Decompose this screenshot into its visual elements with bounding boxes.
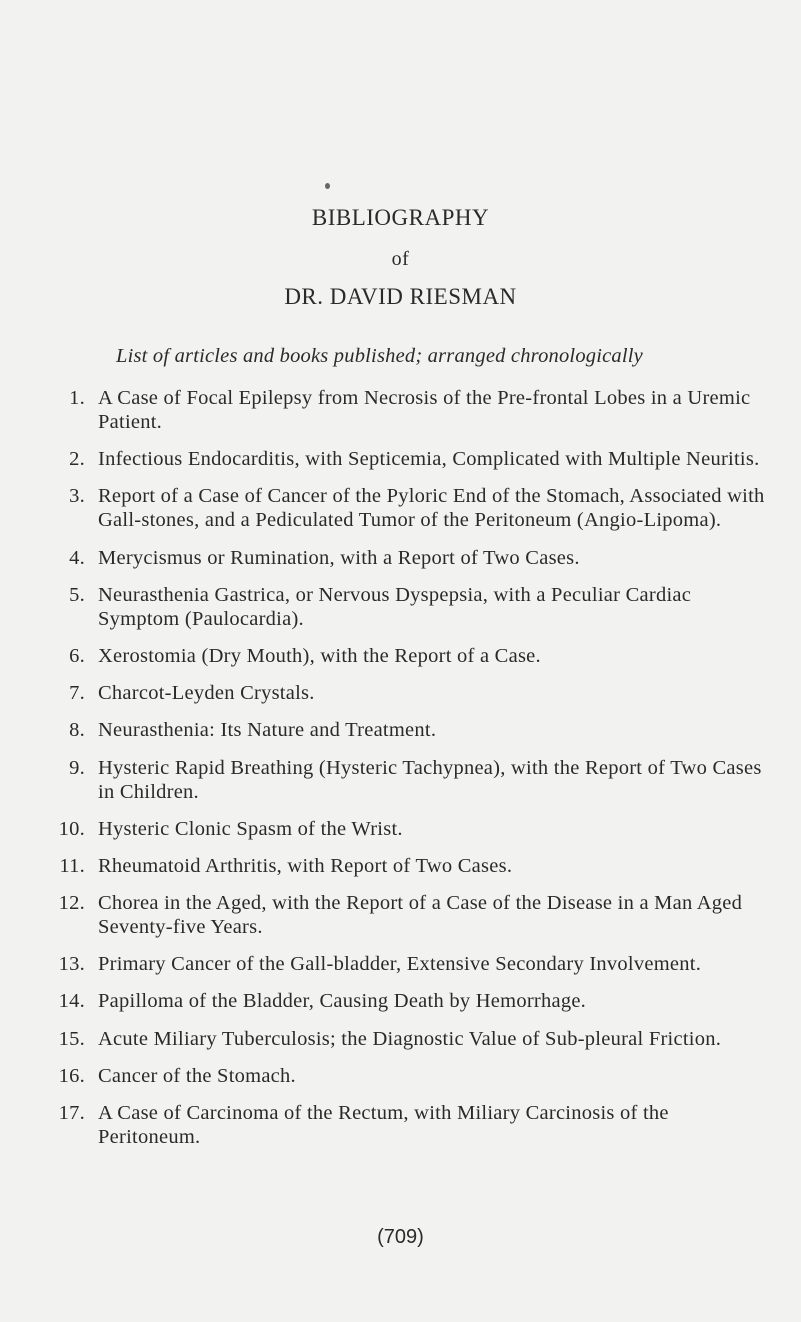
- list-item: [40, 1027, 775, 1051]
- list-item: [40, 386, 775, 434]
- item-text: Report of a Case of Cancer of the Pyloric End of the Stomach, Associated with Gall-stones, and a Pediculated Tumor of the Peritoneum (Angio-Lipoma).: [98, 485, 765, 532]
- item-text: Chorea in the Aged, with the Report of a Case of the Disease in a Man Aged Seventy-five Years.: [98, 892, 743, 939]
- item-text: Neurasthenia: Its Nature and Treatment.: [98, 719, 437, 742]
- item-text: Cancer of the Stomach.: [98, 1064, 296, 1087]
- list-item: [40, 952, 775, 976]
- item-number: 4.: [69, 546, 85, 569]
- item-text: Xerostomia (Dry Mouth), with the Report of a Case.: [98, 644, 541, 667]
- item-number: 13.: [58, 953, 85, 976]
- item-number: 10.: [58, 817, 85, 840]
- item-number: 8.: [69, 719, 85, 742]
- list-item: [40, 854, 775, 878]
- list-item: [40, 447, 775, 471]
- title-connector: of: [391, 248, 410, 270]
- item-text: Neurasthenia Gastrica, or Nervous Dyspepsia, with a Peculiar Cardiac Symptom (Paulocardia).: [98, 583, 692, 630]
- item-text: A Case of Carcinoma of the Rectum, with Miliary Carcinosis of the Peritoneum.: [98, 1102, 669, 1148]
- list-item: [40, 644, 775, 668]
- list-item: [40, 1101, 775, 1149]
- item-number: 9.: [69, 756, 85, 779]
- item-number: 15.: [58, 1027, 85, 1050]
- author-name: DR. DAVID RIESMAN: [284, 284, 517, 309]
- list-item: [40, 583, 775, 631]
- item-text: Merycismus or Rumination, with a Report of Two Cases.: [98, 546, 580, 569]
- item-number: 2.: [69, 448, 85, 471]
- page-number: (709): [377, 1226, 424, 1248]
- list-item: [40, 681, 775, 705]
- item-text: Primary Cancer of the Gall-bladder, Extensive Secondary Involvement.: [98, 953, 702, 976]
- item-number: 6.: [69, 644, 85, 667]
- item-text: Hysteric Clonic Spasm of the Wrist.: [98, 817, 403, 840]
- list-subtitle: List of articles and books published; arranged chronologically: [116, 345, 643, 367]
- list-item: [40, 756, 775, 804]
- item-number: 5.: [69, 583, 85, 606]
- item-number: 17.: [58, 1102, 85, 1124]
- ink-dot: [325, 183, 330, 189]
- item-text: Rheumatoid Arthritis, with Report of Two Cases.: [98, 854, 513, 877]
- item-number: 3.: [69, 485, 85, 508]
- item-number: 14.: [58, 990, 85, 1013]
- item-text: Charcot-Leyden Crystals.: [98, 682, 315, 705]
- item-number: 7.: [69, 682, 85, 705]
- list-item: [40, 484, 775, 532]
- item-number: 12.: [58, 892, 85, 915]
- list-item: [40, 1064, 775, 1088]
- bibliography-list: [40, 386, 775, 1162]
- item-text: Acute Miliary Tuberculosis; the Diagnostic Value of Sub-pleural Friction.: [98, 1027, 722, 1050]
- item-number: 11.: [59, 854, 85, 877]
- list-item: [40, 891, 775, 939]
- bibliography-title: BIBLIOGRAPHY: [311, 205, 490, 230]
- item-text: Papilloma of the Bladder, Causing Death by Hemorrhage.: [98, 990, 587, 1013]
- item-number: 1.: [69, 387, 85, 409]
- list-item: [40, 546, 775, 570]
- item-text: Infectious Endocarditis, with Septicemia, Complicated with Multiple Neuritis.: [98, 448, 760, 471]
- item-number: 16.: [58, 1064, 85, 1087]
- item-text: A Case of Focal Epilepsy from Necrosis of the Pre-frontal Lobes in a Uremic Patient.: [98, 387, 751, 433]
- list-item: [40, 817, 775, 841]
- item-text: Hysteric Rapid Breathing (Hysteric Tachypnea), with the Report of Two Cases in Children.: [98, 756, 762, 803]
- list-item: [40, 989, 775, 1013]
- list-item: [40, 718, 775, 742]
